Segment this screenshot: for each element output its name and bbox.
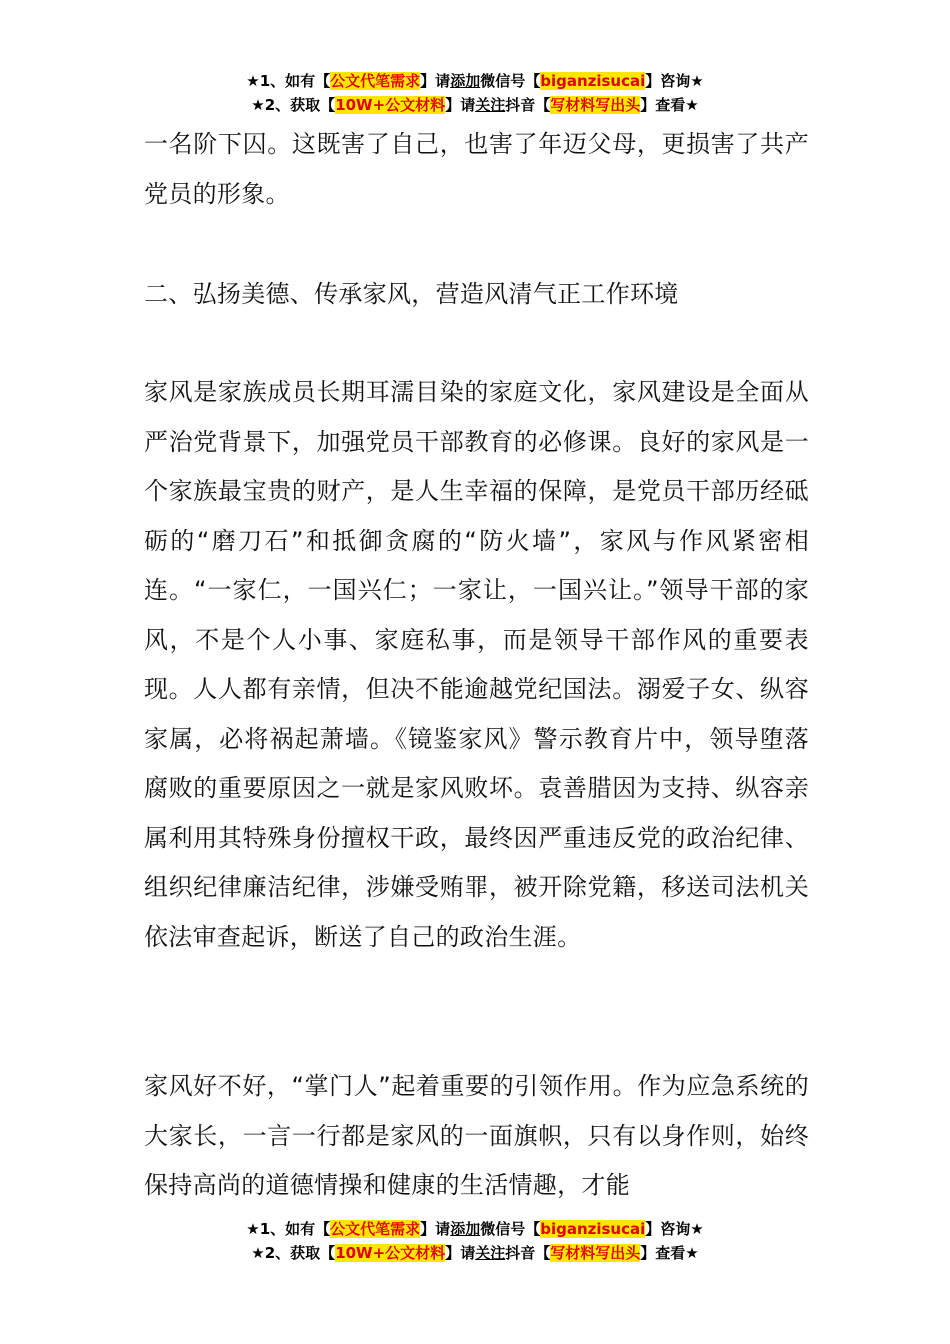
promo-underlined-text: 关注 — [475, 1244, 506, 1262]
promo-text: 】查看★ — [640, 96, 699, 114]
promo-text: 微信号【 — [480, 1220, 541, 1238]
promo-wechat-id: biganzisucai — [540, 1220, 646, 1238]
header-promo-banner — [0, 69, 950, 117]
paragraph-text: 一名阶下囚。这既害了自己，也害了年迈父母，更损害了共产党员的形象。 — [144, 130, 809, 208]
paragraph-text: 家风是家族成员长期耳濡目染的家庭文化，家风建设是全面从严治党背景下，加强党员干部教育的必修课。良好的家风是一个家族最宝贵的财产，是人生幸福的保障，是党员干部历经砥砺的“磨刀石”和抵御贪腐的“防火墙”，家风与作风紧密相连。“一家仁，一国兴仁；一家让，一国兴让。”领导干部的家风，不是个人小事、家庭私事，而是领导干部作风的重要表现。人人都有亲情，但决不能逾越党纪国法。溺爱子女、纵容家属，必将祸起萧墙。《镜鉴家风》警示教育片中，领导堕落腐败的重要原因之一就是家风败坏。袁善腊因为支持、纵容亲属利用其特殊身份擅权干政，最终因严重违反党的政治纪律、组织纪律廉洁纪律，涉嫌受贿罪，被开除党籍，移送司法机关依法审查起诉，断送了自己的政治生涯。 — [144, 378, 809, 951]
promo-line-2 — [0, 1241, 950, 1265]
promo-wechat-id: biganzisucai — [540, 72, 646, 90]
promo-underlined-text: 关注 — [475, 96, 506, 114]
promo-text: 抖音【 — [505, 96, 551, 114]
promo-text: ★1、如有【 — [246, 1220, 331, 1238]
promo-text: 微信号【 — [480, 72, 541, 90]
promo-text: 】咨询★ — [645, 1220, 704, 1238]
promo-text: 】请 — [420, 72, 451, 90]
footer-promo-banner — [0, 1217, 950, 1265]
paragraph-text: 家风好不好，“掌门人”起着重要的引领作用。作为应急系统的大家长，一言一行都是家风的一面旗帜，只有以身作则，始终保持高尚的道德情操和健康的生活情趣，才能 — [144, 1072, 809, 1199]
promo-text: 】请 — [420, 1220, 451, 1238]
promo-douyin-name: 写材料写出头 — [550, 96, 641, 114]
promo-line-2 — [0, 93, 950, 117]
paragraph-continuation — [144, 120, 809, 219]
promo-text: ★2、获取【 — [251, 1244, 336, 1262]
promo-highlight: 公文代笔需求 — [330, 72, 421, 90]
promo-text: ★2、获取【 — [251, 96, 336, 114]
section-heading-text: 二、弘扬美德、传承家风，营造风清气正工作环境 — [144, 280, 679, 308]
promo-highlight: 公文代笔需求 — [330, 1220, 421, 1238]
promo-text: 】咨询★ — [645, 72, 704, 90]
promo-text: 】请 — [445, 1244, 476, 1262]
section-heading — [144, 270, 809, 320]
promo-highlight: 10W+公文材料 — [335, 96, 446, 114]
promo-underlined-text: 添加 — [450, 1220, 481, 1238]
promo-highlight: 10W+公文材料 — [335, 1244, 446, 1262]
paragraph-head-of-family — [144, 1062, 809, 1211]
promo-text: 】查看★ — [640, 1244, 699, 1262]
paragraph-family-style — [144, 368, 809, 962]
promo-text: ★1、如有【 — [246, 72, 331, 90]
promo-douyin-name: 写材料写出头 — [550, 1244, 641, 1262]
promo-text: 抖音【 — [505, 1244, 551, 1262]
promo-underlined-text: 添加 — [450, 72, 481, 90]
promo-text: 】请 — [445, 96, 476, 114]
promo-line-1 — [0, 69, 950, 93]
promo-line-1 — [0, 1217, 950, 1241]
